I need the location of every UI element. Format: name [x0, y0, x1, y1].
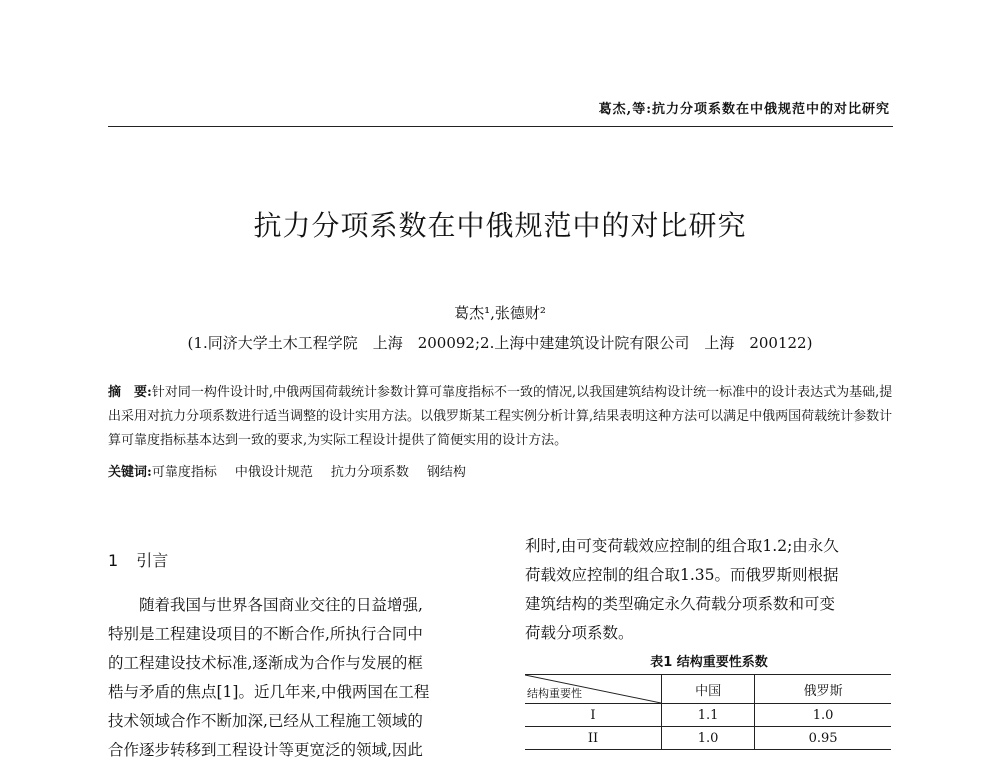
- text-line: 合作逐步转移到工程设计等更宽泛的领域,因此: [108, 741, 423, 759]
- row-label: I: [525, 704, 662, 727]
- table-row: [525, 704, 891, 727]
- table-cell: 0.95: [755, 727, 891, 750]
- keyword: 抗力分项系数: [330, 465, 409, 480]
- table-corner-cell: [525, 675, 662, 704]
- keyword: 中俄设计规范: [234, 465, 313, 480]
- table-cell: 1.1: [662, 704, 755, 727]
- text-line: 荷载分项系数。: [525, 624, 634, 642]
- header-rule: [108, 126, 893, 127]
- text-line: 随着我国与世界各国商业交往的日益增强,: [108, 596, 423, 614]
- right-column-text: [525, 532, 895, 648]
- paper-title: 抗力分项系数在中俄规范中的对比研究: [253, 209, 747, 242]
- text-line: 利时,由可变荷载效应控制的组合取1.2;由永久: [525, 537, 839, 555]
- text-line: 特别是工程建设项目的不断合作,所执行合同中: [108, 625, 423, 643]
- keywords-label: 关键词:: [108, 465, 152, 480]
- column-header: 俄罗斯: [755, 675, 891, 704]
- abstract-text: 针对同一构件设计时,中俄两国荷载统计参数计算可靠度指标不一致的情况,以我国建筑结构设计统一标准中的设计表达式为基础,提出采用对抗力分项系数进行适当调整的设计实用方法。以俄罗斯某工程实例分析计算,结果表明这种方法可以满足中俄两国荷载统计参数计算可靠度指标基本达到一致的要求,为实际工程设计提供了简便实用的设计方法。: [108, 385, 893, 448]
- abstract-label: 摘 要:: [108, 385, 152, 400]
- authors: 葛杰¹,张德财²: [454, 304, 546, 322]
- keyword: 可靠度指标: [151, 465, 217, 480]
- table-header-row: [525, 675, 891, 704]
- text-line: 的工程建设技术标准,逐渐成为合作与发展的框: [108, 654, 423, 672]
- table-row: [525, 727, 891, 750]
- affiliations: (1.同济大学土木工程学院 上海 200092;2.上海中建建筑设计院有限公司 上海 200122): [187, 334, 813, 352]
- text-line: 梏与矛盾的焦点[1]。近几年来,中俄两国在工程: [108, 683, 430, 701]
- text-line: 建筑结构的类型确定永久荷载分项系数和可变: [525, 595, 836, 613]
- section-title: 引言: [136, 551, 169, 570]
- abstract: [108, 381, 893, 453]
- row-label: II: [525, 727, 662, 750]
- section-heading: [108, 548, 168, 571]
- table-cell: 1.0: [662, 727, 755, 750]
- importance-factor-table: [525, 674, 891, 750]
- column-header: 中国: [662, 675, 755, 704]
- keywords: [108, 461, 893, 480]
- section-number: 1: [108, 551, 119, 570]
- left-column-text: [108, 591, 473, 765]
- text-line: 荷载效应控制的组合取1.35。而俄罗斯则根据: [525, 566, 839, 584]
- table-cell: 1.0: [755, 704, 891, 727]
- keyword: 钢结构: [426, 465, 466, 480]
- table-caption: 表1 结构重要性系数: [650, 655, 768, 670]
- running-head: 葛杰,等:抗力分项系数在中俄规范中的对比研究: [598, 102, 890, 117]
- text-line: 技术领域合作不断加深,已经从工程施工领域的: [108, 712, 423, 730]
- corner-label: 结构重要性: [527, 687, 582, 700]
